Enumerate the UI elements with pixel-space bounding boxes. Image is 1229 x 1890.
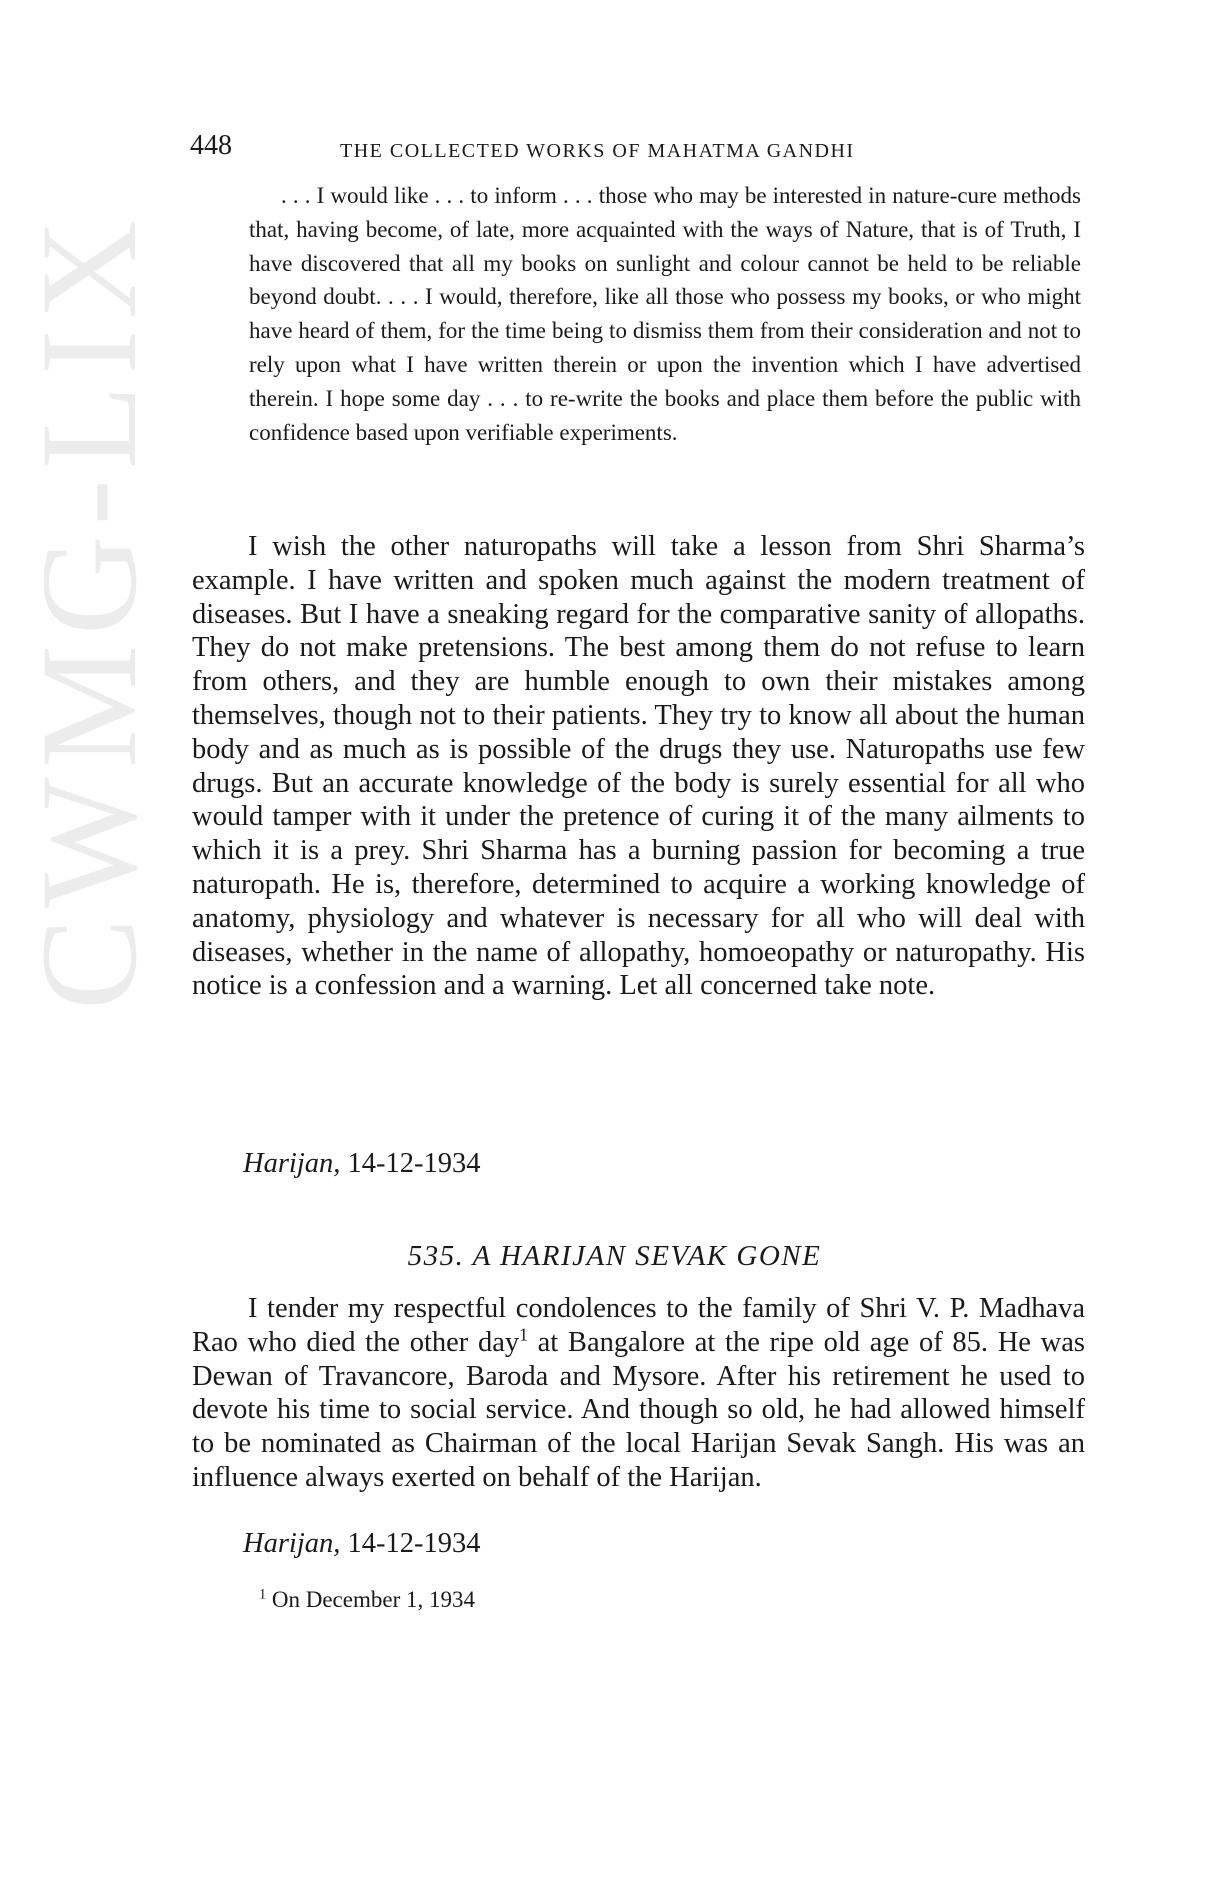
watermark: CWMG-LIX <box>12 209 165 1010</box>
source-journal: Harijan, <box>243 1528 341 1559</box>
paragraph-text-before: I tender my respectful condolences to the family of Shri V. P. Madhava Rao who died the other day <box>192 1293 1085 1358</box>
body-paragraph-2 <box>192 1292 1085 1495</box>
footnote-marker: 1 <box>259 1586 267 1603</box>
running-title: THE COLLECTED WORKS OF MAHATMA GANDHI <box>340 140 855 162</box>
source-date: 14-12-1934 <box>347 1148 481 1179</box>
source-journal: Harijan, <box>243 1148 341 1179</box>
section-title: 535. A HARIJAN SEVAK GONE <box>407 1240 822 1272</box>
footnote-reference: 1 <box>519 1324 528 1345</box>
footnote-text: On December 1, 1934 <box>271 1587 475 1612</box>
footnote <box>259 1587 475 1613</box>
source-date: 14-12-1934 <box>347 1528 481 1559</box>
page-number: 448 <box>190 130 232 161</box>
body-paragraph-1: I wish the other naturopaths will take a lesson from Shri Sharma’s example. I have written and spoken much against the modern treatment of diseases. But I have a sneaking regard for the comparative sanity of allopaths. They do not make pretensions. The best among them do not refuse to learn from others, and they are humble enough to own their mistakes among themselves, though not to their patients. They try to know all about the human body and as much as is possible of the drugs they use. Naturopaths use few drugs. But an accurate knowledge of the body is surely essential for all who would tamper with it under the pretence of curing it of the many ailments to which it is a prey. Shri Sharma has a burning passion for becoming a true naturopath. He is, therefore, determined to acquire a working knowledge of anatomy, physiology and whatever is necessary for all who will deal with diseases, whether in the name of allopathy, homoeopathy or naturopathy. His notice is a confession and a warning. Let all concerned take note. <box>192 531 1085 1002</box>
paragraph-text-after: at Bangalore at the ripe old age of 85. He was Dewan of Travancore, Baroda and Mysore. After his retirement he used to devote his time to social service. And though so old, he had allowed himself to be nominated as Chairman of the local Harijan Sevak Sangh. His was an influence always exerted on behalf of the Harijan. <box>192 1326 1085 1493</box>
quote-text: . . . I would like . . . to inform . . . those who may be interested in nature-cure methods that, having become, of late, more acquainted with the ways of Nature, that is of Truth, I have discovered that all my books on sunlight and colour cannot be held to be reliable beyond doubt. . . . I would, therefore, like all those who possess my books, or who might have heard of them, for the time being to dismiss them from their consideration and not to rely upon what I have written therein or upon the invention which I have advertised therein. I hope some day . . . to re-write the books and place them before the public with confidence based upon verifiable experiments. <box>249 183 1081 445</box>
source-citation-2 <box>243 1528 481 1560</box>
source-citation-1 <box>243 1148 481 1180</box>
page-header <box>190 130 1083 170</box>
block-quote <box>249 179 1081 449</box>
